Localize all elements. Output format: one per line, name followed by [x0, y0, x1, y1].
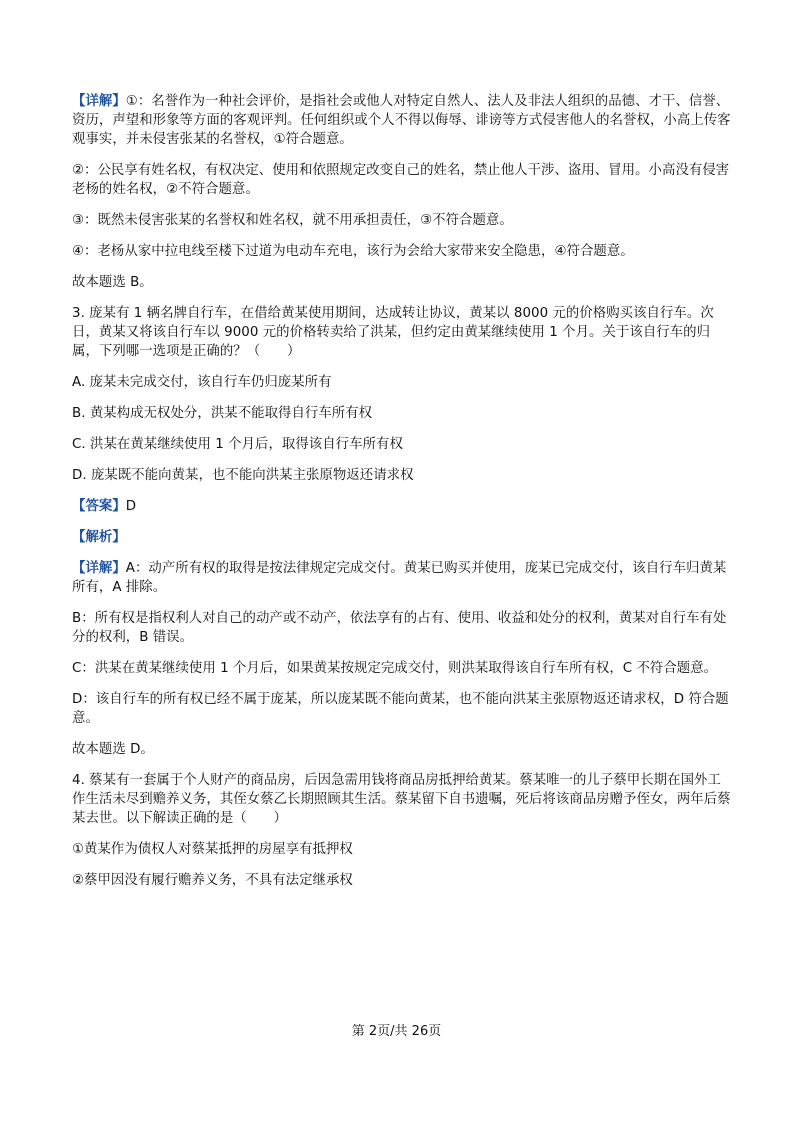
q2-detail-paragraph — [72, 92, 732, 149]
page-content — [72, 92, 732, 902]
q4-item-1: ①黄某作为债权人对蔡某抵押的房屋享有抵押权 — [72, 842, 353, 857]
q3-stem: 3. 庞某有 1 辆名牌自行车，在借给黄某使用期间，达成转让协议，黄某以 8000 元的价格购买该自行车。次日，黄某又将该自行车以 9000 元的价格转卖给了洪某，但约定由黄某继续使用 1 个月。关于该自行车的归属，下列哪一选项是正确的？（ ） — [72, 306, 714, 359]
q3-detail-c: C：洪某在黄某继续使用 1 个月后，如果黄某按规定完成交付，则洪某取得该自行车所有权，C 不符合题意。 — [72, 661, 718, 676]
q2-item-4: ④：老杨从家中拉电线至楼下过道为电动车充电，该行为会给大家带来安全隐患，④符合题意。 — [72, 244, 634, 259]
q3-analysis-heading — [72, 528, 732, 547]
q3-answer-value: D — [125, 499, 137, 514]
q2-detail-tag: 【详解】 — [72, 94, 126, 109]
page-number-label: 第 2页/共 26页 — [351, 1024, 442, 1039]
q3-detail-d: D：该自行车的所有权已经不属于庞某，所以庞某既不能向黄某，也不能向洪某主张原物返还请求权，D 符合题意。 — [72, 692, 729, 726]
q3-detail-b: B：所有权是指权利人对自己的动产或不动产，依法享有的占有、使用、收益和处分的权利，黄某对自行车有处分的权利，B 错误。 — [72, 611, 727, 645]
q3-analysis-tag: 【解析】 — [72, 530, 126, 545]
q4-stem: 4. 蔡某有一套属于个人财产的商品房，后因急需用钱将商品房抵押给黄某。蔡某唯一的儿子蔡甲长期在国外工作生活未尽到赡养义务，其侄女蔡乙长期照顾其生活。蔡某留下自书遗嘱，死后将该商品房赠予侄女，两年后蔡某去世。以下解读正确的是（ ） — [72, 773, 731, 826]
q3-detail-a: A：动产所有权的取得是按法律规定完成交付。黄某已购买并使用，庞某已完成交付，该自行车归黄某所有，A 排除。 — [72, 561, 727, 595]
q2-item-2: ②：公民享有姓名权，有权决定、使用和依照规定改变自己的姓名，禁止他人干涉、盗用、冒用。小高没有侵害老杨的姓名权，②不符合题意。 — [72, 163, 730, 197]
q2-detail-text: ①：名誉作为一种社会评价，是指社会或他人对特定自然人、法人及非法人组织的品德、才干、信誉、资历，声望和形象等方面的客观评判。任何组织或个人不得以侮辱、诽谤等方式侵害他人的名誉权，小高上传客观事实，并未侵害张某的名誉权，①符合题意。 — [72, 94, 731, 147]
q3-detail-tag: 【详解】 — [72, 561, 126, 576]
q3-conclusion: 故本题选 D。 — [72, 742, 154, 757]
q3-option-c: C. 洪某在黄某继续使用 1 个月后，取得该自行车所有权 — [72, 437, 403, 452]
page-footer — [0, 1020, 793, 1039]
q3-answer — [72, 497, 732, 516]
q2-item-3: ③：既然未侵害张某的名誉权和姓名权，就不用承担责任，③不符合题意。 — [72, 213, 513, 228]
q3-option-a: A. 庞某未完成交付，该自行车仍归庞某所有 — [72, 375, 332, 390]
q3-answer-tag: 【答案】 — [72, 499, 126, 514]
q2-conclusion: 故本题选 B。 — [72, 275, 153, 290]
q3-detail-a-paragraph — [72, 559, 732, 597]
q3-option-d: D. 庞某既不能向黄某，也不能向洪某主张原物返还请求权 — [72, 468, 414, 483]
q3-option-b: B. 黄某构成无权处分，洪某不能取得自行车所有权 — [72, 406, 373, 421]
q4-item-2: ②蔡甲因没有履行赡养义务，不具有法定继承权 — [72, 873, 353, 888]
